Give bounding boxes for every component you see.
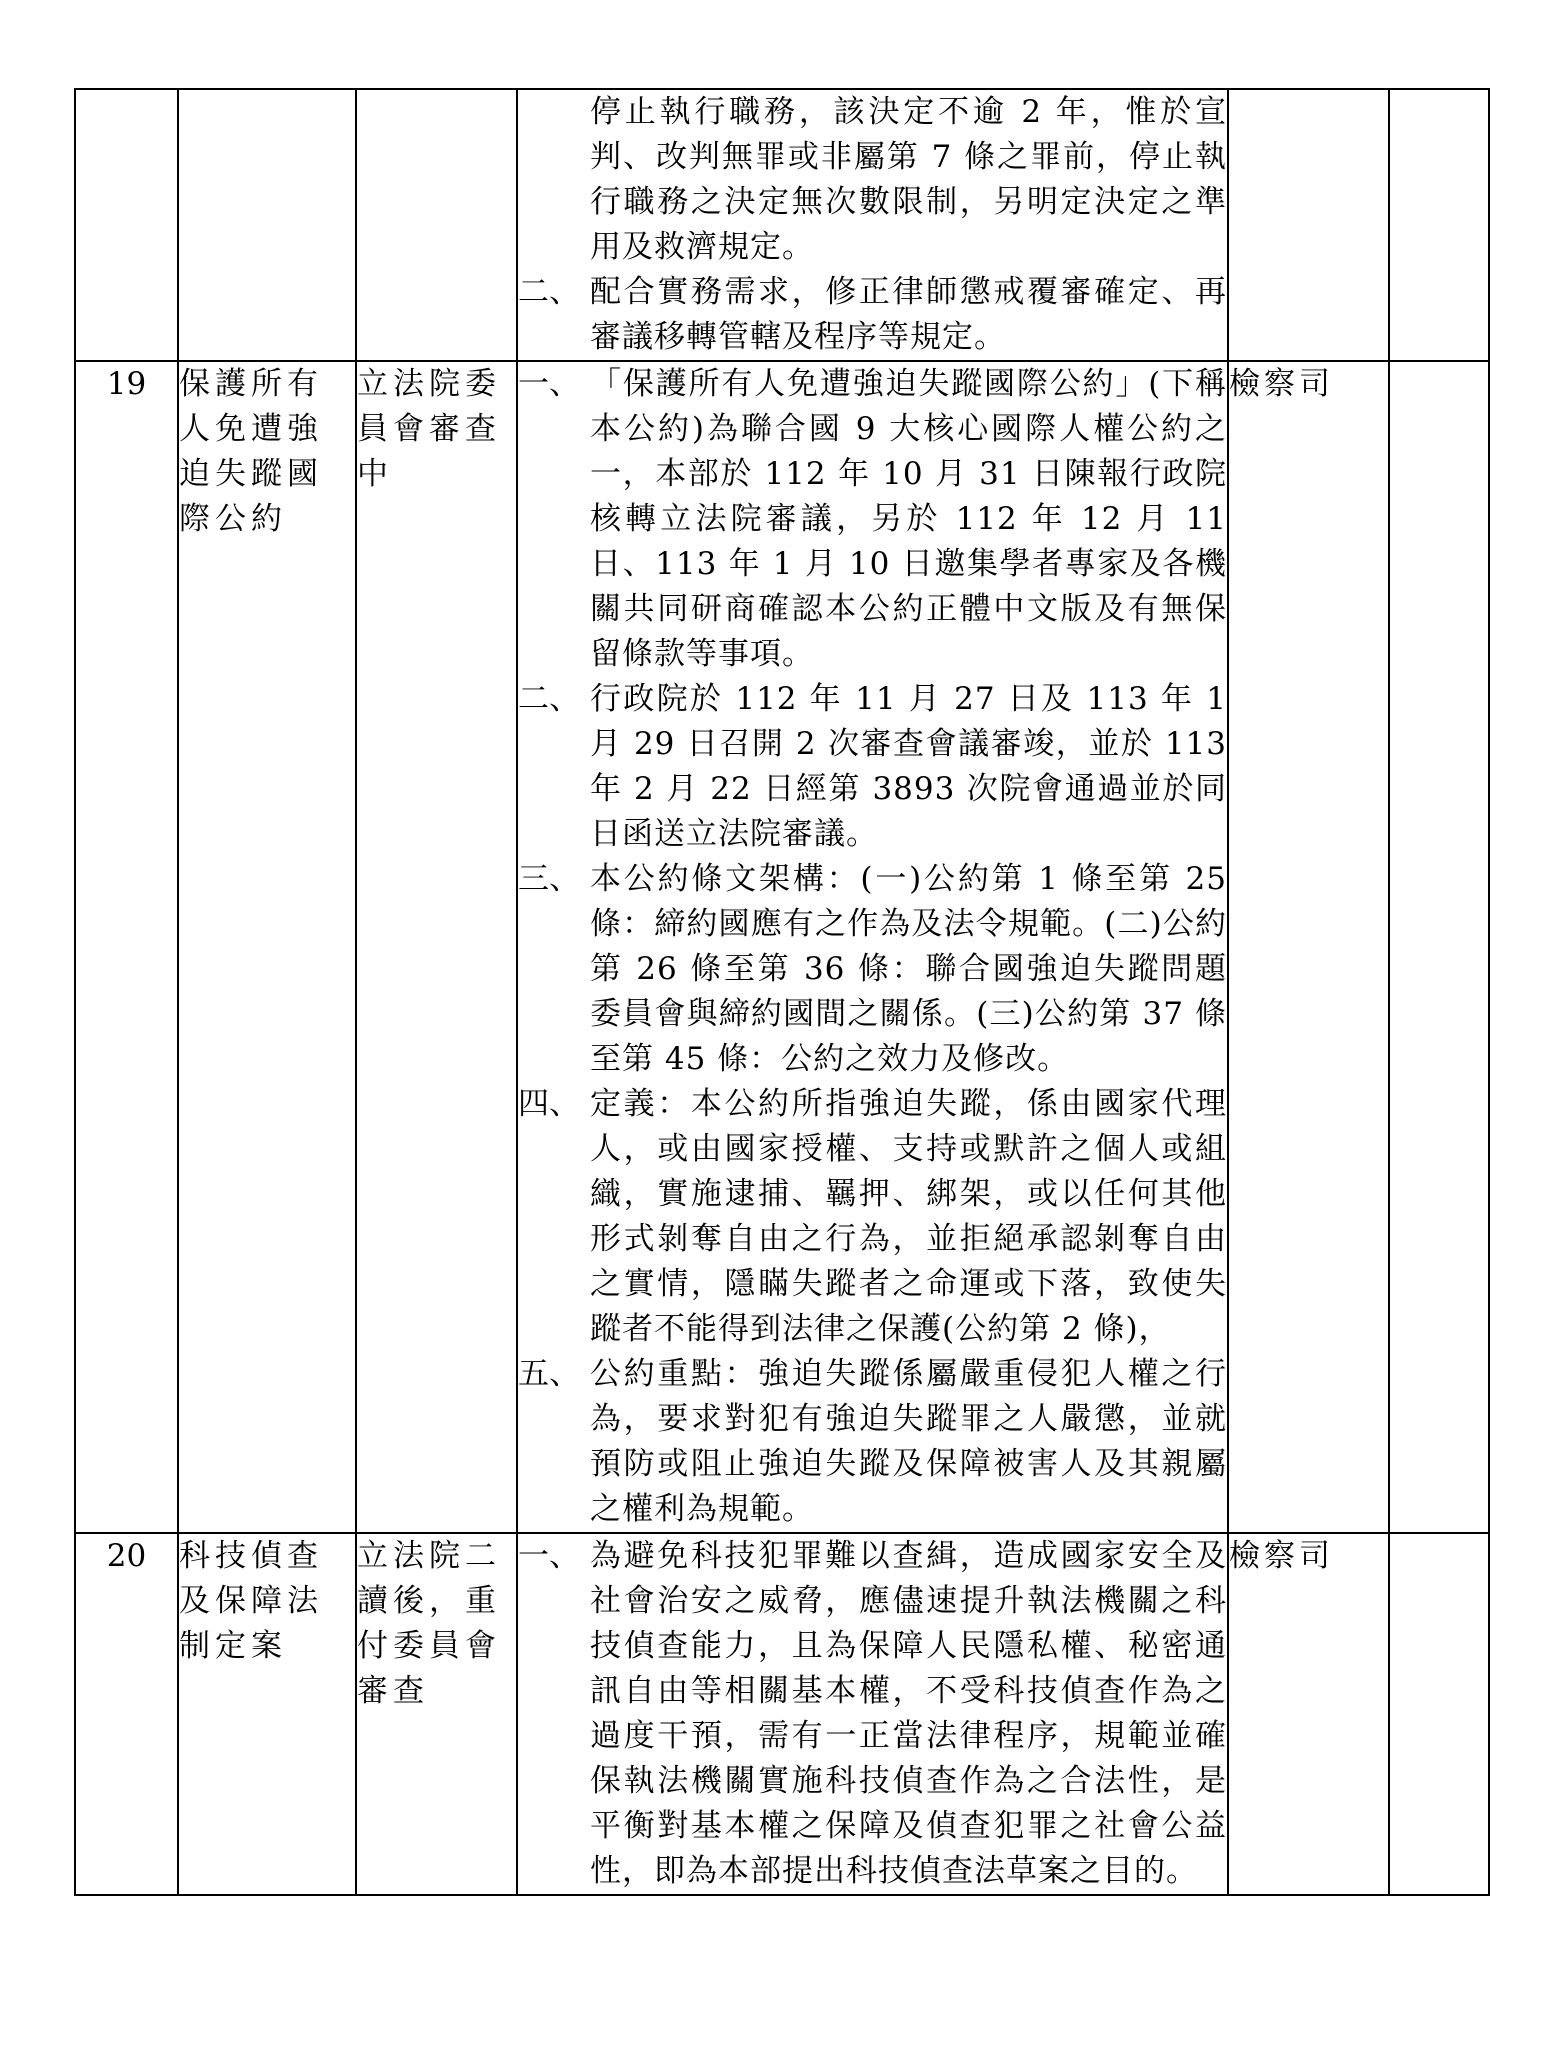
content-item-text: 本公約條文架構：(一)公約第 1 條至第 25 條：締約國應有之作為及法令規範。(二)公約第 26 條至第 36 條：聯合國強迫失蹤問題委員會與締約國間之關係。(三)公約第 37 條至第 45 條：公約之效力及修改。 [590, 861, 1227, 1077]
content-item-label: 五、 [518, 1356, 580, 1392]
remarks-cell [1389, 361, 1489, 1533]
content-item [518, 857, 1227, 1082]
table-row-continued [75, 89, 1489, 361]
row-number: 19 [75, 361, 178, 1533]
content-item [518, 362, 1227, 677]
row-number [75, 89, 178, 361]
case-status: 立法院委員會審查中 [356, 361, 517, 1533]
content-item [518, 90, 1227, 270]
row-number: 20 [75, 1533, 178, 1895]
content-item [518, 270, 1227, 360]
content-item-text: 停止執行職務，該決定不逾 2 年，惟於宣判、改判無罪或非屬第 7 條之罪前，停止執行職務之決定無次數限制，另明定決定之準用及救濟規定。 [590, 94, 1227, 265]
case-name: 保護所有人免遭強迫失蹤國際公約 [178, 361, 356, 1533]
content-item [518, 677, 1227, 857]
responsible-unit: 檢察司 [1228, 361, 1389, 1533]
case-content [517, 361, 1228, 1533]
responsible-unit [1228, 89, 1389, 361]
case-status: 立法院二讀後，重付委員會審查 [356, 1533, 517, 1895]
content-item-text: 配合實務需求，修正律師懲戒覆審確定、再審議移轉管轄及程序等規定。 [590, 274, 1227, 355]
content-item-label: 四、 [518, 1086, 580, 1122]
policy-table [74, 88, 1490, 1896]
content-item-text: 行政院於 112 年 11 月 27 日及 113 年 1 月 29 日召開 2 次審查會議審竣，並於 113 年 2 月 22 日經第 3893 次院會通過並於同日函送立法院審議。 [590, 681, 1227, 852]
case-name [178, 89, 356, 361]
case-name: 科技偵查及保障法制定案 [178, 1533, 356, 1895]
content-item [518, 1534, 1227, 1894]
content-item [518, 1352, 1227, 1532]
content-item-text: 「保護所有人免遭強迫失蹤國際公約」(下稱本公約)為聯合國 9 大核心國際人權公約之一，本部於 112 年 10 月 31 日陳報行政院核轉立法院審議，另於 112 年 12 月 11 日、113 年 1 月 10 日邀集學者專家及各機關共同研商確認本公約正體中文版及有無保留條款等事項。 [590, 366, 1227, 672]
case-content [517, 1533, 1228, 1895]
table-row-19 [75, 361, 1489, 1533]
table-row-20 [75, 1533, 1489, 1895]
content-item-text: 公約重點：強迫失蹤係屬嚴重侵犯人權之行為，要求對犯有強迫失蹤罪之人嚴懲，並就預防或阻止強迫失蹤及保障被害人及其親屬之權利為規範。 [590, 1356, 1227, 1527]
responsible-unit: 檢察司 [1228, 1533, 1389, 1895]
remarks-cell [1389, 1533, 1489, 1895]
content-item-text: 定義：本公約所指強迫失蹤，係由國家代理人，或由國家授權、支持或默許之個人或組織，實施逮捕、羈押、綁架，或以任何其他形式剝奪自由之行為，並拒絕承認剝奪自由之實情，隱瞞失蹤者之命運或下落，致使失蹤者不能得到法律之保護(公約第 2 條)， [590, 1086, 1227, 1347]
case-status [356, 89, 517, 361]
content-item-text: 為避免科技犯罪難以查緝，造成國家安全及社會治安之威脅，應儘速提升執法機關之科技偵查能力，且為保障人民隱私權、秘密通訊自由等相關基本權，不受科技偵查作為之過度干預，需有一正當法律程序，規範並確保執法機關實施科技偵查作為之合法性，是平衡對基本權之保障及偵查犯罪之社會公益性，即為本部提出科技偵查法草案之目的。 [590, 1538, 1227, 1889]
content-item-label: 二、 [518, 681, 580, 717]
content-item-label: 三、 [518, 861, 580, 897]
content-item-label: 一、 [518, 366, 580, 402]
remarks-cell [1389, 89, 1489, 361]
content-item [518, 1082, 1227, 1352]
content-item-label: 一、 [518, 1538, 580, 1574]
case-content [517, 89, 1228, 361]
content-item-label: 二、 [518, 274, 580, 310]
